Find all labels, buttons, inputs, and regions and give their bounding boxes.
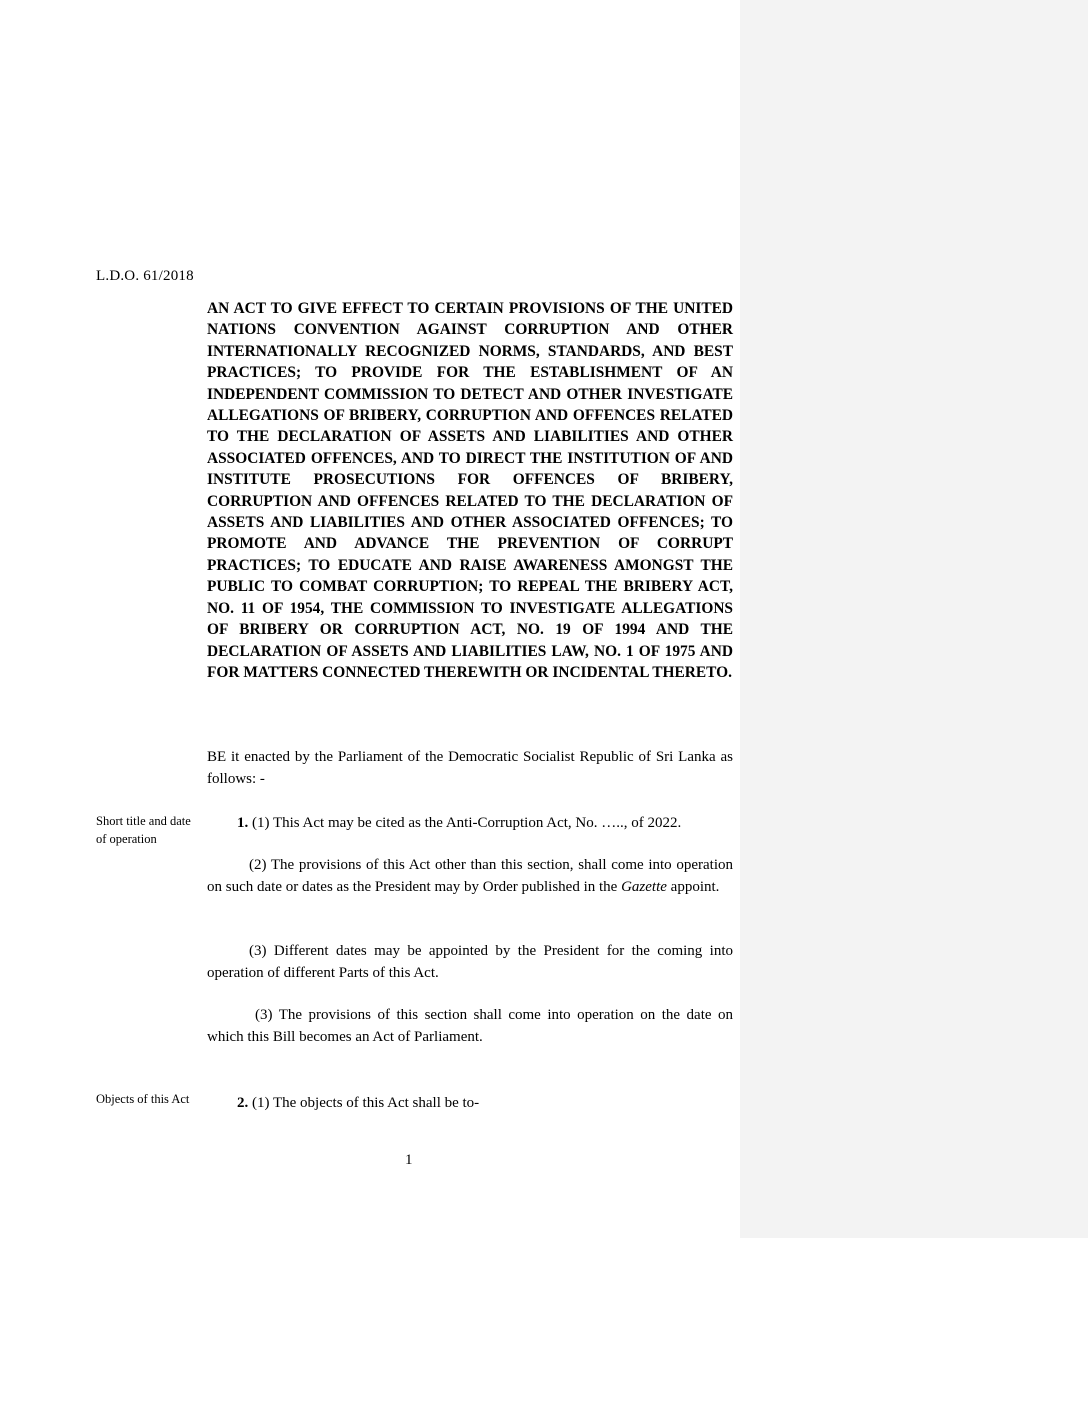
section-number-2: 2. [237,1095,249,1111]
section-number-1: 1. [237,815,249,831]
marginal-note-section-2: Objects of this Act [96,1092,190,1106]
comment-pane [740,0,1088,1238]
section-2-subsection-1-text: (1) The objects of this Act shall be to- [252,1095,480,1111]
section-1-subsection-3: (3) Different dates may be appointed by the President for the coming into operation of different Parts of this Act. [207,943,733,981]
section-1-subsection-2-text: (2) The provisions of this Act other than this section, shall come into operation on such date or dates as the President may by Order published in the [207,857,733,895]
gazette-term: Gazette [621,879,667,895]
enacting-clause: BE it enacted by the Parliament of the Democratic Socialist Republic of Sri Lanka as follows: - [207,749,733,787]
section-1-subsection-2 [207,854,733,898]
section-1-subsection-1 [207,812,733,834]
section-1-subsection-4: (3) The provisions of this section shall come into operation on the date on which this Bill becomes an Act of Parliament. [207,1007,733,1045]
page-number: 1 [405,1152,413,1168]
section-2-subsection-1 [207,1092,733,1114]
section-1-subsection-1-text: (1) This Act may be cited as the Anti-Corruption Act, No. ….., of 2022. [252,815,682,831]
document-reference: L.D.O. 61/2018 [96,268,194,284]
section-1-subsection-2-end: appoint. [666,879,720,895]
long-title: AN ACT TO GIVE EFFECT TO CERTAIN PROVISIONS OF THE UNITED NATIONS CONVENTION AGAINST CORRUPTION AND OTHER INTERNATIONALLY RECOGNIZED NORMS, STANDARDS, AND BEST PRACTICES; TO PROVIDE FOR THE ESTABLISHMENT OF AN INDEPENDENT COMMISSION TO DETECT AND OTHER INVESTIGATE ALLEGATIONS OF BRIBERY, CORRUPTION AND OFFENCES RELATED TO THE DECLARATION OF ASSETS AND LIABILITIES AND OTHER ASSOCIATED OFFENCES, AND TO DIRECT THE INSTITUTION OF AND INSTITUTE PROSECUTIONS FOR OFFENCES OF BRIBERY, CORRUPTION AND OFFENCES RELATED TO THE DECLARATION OF ASSETS AND LIABILITIES AND OTHER ASSOCIATED OFFENCES; TO PROMOTE AND ADVANCE THE PREVENTION OF CORRUPT PRACTICES; TO EDUCATE AND RAISE AWARENESS AMONGST THE PUBLIC TO COMBAT CORRUPTION; TO REPEAL THE BRIBERY ACT, NO. 11 OF 1954, THE COMMISSION TO INVESTIGATE ALLEGATIONS OF BRIBERY OR CORRUPTION ACT, NO. 19 OF 1994 AND THE DECLARATION OF ASSETS AND LIABILITIES LAW, NO. 1 OF 1975 AND FOR MATTERS CONNECTED THEREWITH OR INCIDENTAL THERETO. [207,300,733,681]
marginal-note-section-1: Short title and date of operation [96,814,191,846]
